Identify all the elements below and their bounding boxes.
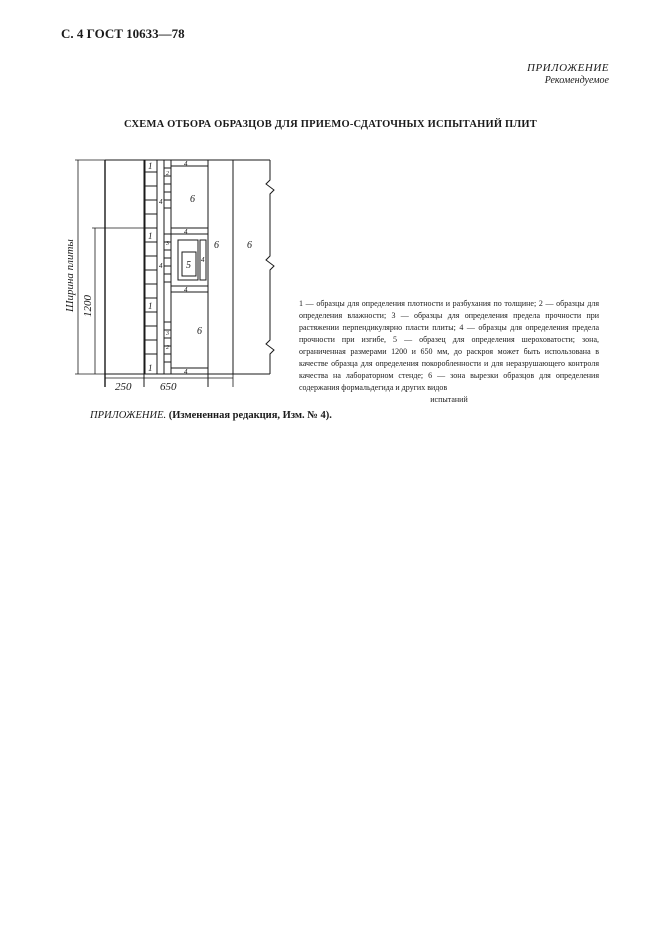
label-dim-1200: 1200 — [82, 295, 94, 317]
marker-4b: 4 — [159, 262, 163, 270]
marker-2b: 2 — [166, 345, 169, 351]
label-dim-250: 250 — [115, 381, 132, 393]
edition-note-prefix: ПРИЛОЖЕНИЕ. — [90, 410, 167, 421]
sample-4-bottom — [171, 368, 208, 374]
marker-1c: 1 — [148, 301, 153, 311]
sample-4-mid-upper — [171, 228, 208, 234]
page-header: С. 4 ГОСТ 10633—78 — [61, 26, 185, 41]
marker-6d: 6 — [197, 326, 202, 337]
break-line — [266, 160, 274, 374]
samples-column — [145, 160, 157, 374]
sampling-scheme-diagram — [60, 152, 290, 396]
marker-4a: 4 — [159, 198, 163, 206]
marker-1d: 1 — [148, 363, 153, 373]
marker-6c: 6 — [247, 240, 252, 251]
marker-4f: 4 — [184, 368, 188, 376]
marker-4d: 4 — [184, 228, 188, 236]
marker-5: 5 — [186, 260, 191, 271]
edition-note — [90, 410, 332, 421]
sample-4-top — [171, 160, 208, 166]
marker-1b: 1 — [148, 231, 153, 241]
legend-last-line: испытаний — [430, 395, 468, 404]
sample-4-mid-lower — [171, 286, 208, 292]
edition-note-text: (Измененная редакция, Изм. № 4). — [166, 410, 332, 421]
legend-text: 1 — образцы для определения плотности и разбухания по толщине; 2 — образцы для определения влажности; 3 — образцы для определения предела прочности при растяжении перпендикулярно пласти плиты; 4 — образцы для определения предела прочности при изгибе, 5 — образец для определения шероховатости; зона, ограниченная размерами 1200 и 650 мм, до раскроя может быть использована в качестве образца для определения покоробленности и для неразрушающего контроля качества на лабораторном стенде; 6 — зона вырезки образцов для определения содержания формальдегида и других видов — [299, 299, 599, 392]
marker-4c: 4 — [184, 160, 188, 168]
sample-1-cells — [145, 172, 157, 354]
appendix-title — [527, 62, 609, 86]
label-dim-650: 650 — [160, 381, 177, 393]
marker-4g: 4 — [201, 256, 205, 264]
scheme-title: СХЕМА ОТБОРА ОБРАЗЦОВ ДЛЯ ПРИЕМО-СДАТОЧНЫХ ИСПЫТАНИЙ ПЛИТ — [123, 119, 538, 130]
appendix-subtitle: Рекомендуемое — [544, 75, 609, 86]
marker-3a: 3 — [166, 241, 169, 247]
marker-3b: 3 — [166, 331, 169, 337]
label-board-width: Ширина плиты — [64, 239, 76, 312]
appendix-label: ПРИЛОЖЕНИЕ — [527, 62, 609, 74]
marker-6a: 6 — [190, 194, 195, 205]
legend — [299, 298, 599, 406]
marker-1a: 1 — [148, 161, 153, 171]
marker-6b: 6 — [214, 240, 219, 251]
marker-4e: 4 — [184, 286, 188, 294]
marker-2a: 2 — [166, 171, 169, 177]
